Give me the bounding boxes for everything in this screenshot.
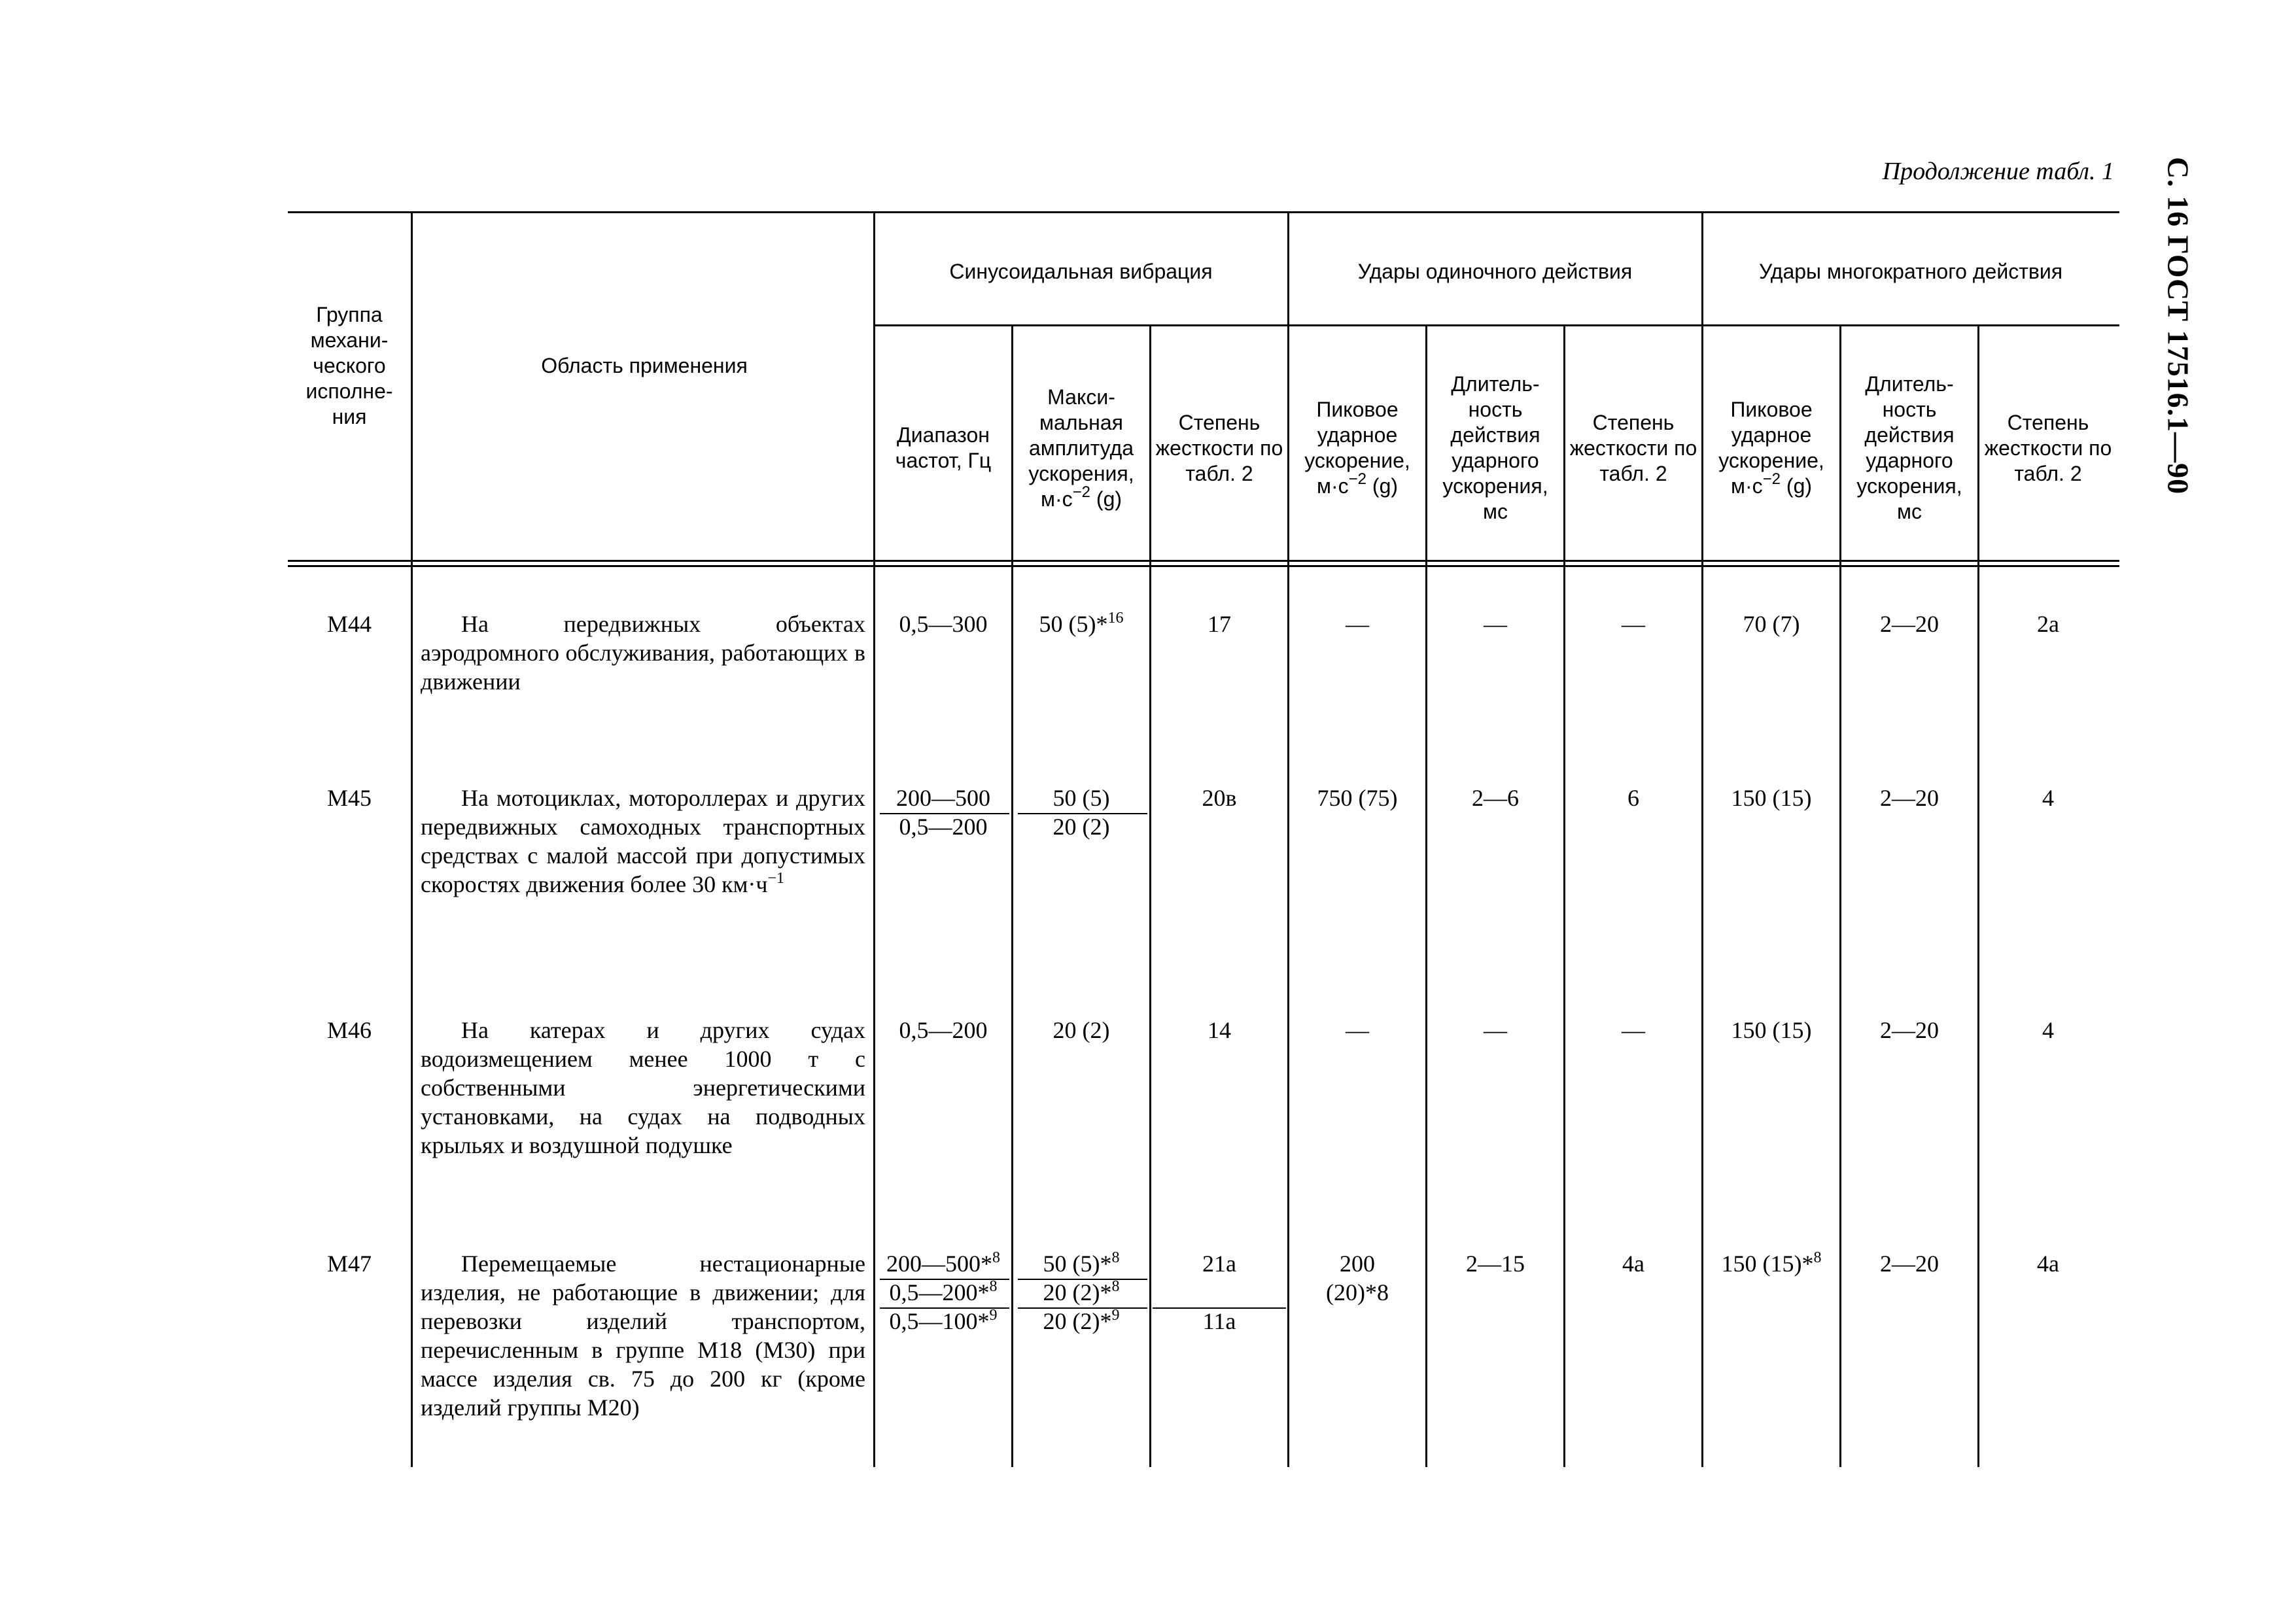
- cell-group: М47: [326, 1251, 372, 1277]
- header-duration-multi: Длитель-ность действия ударного ускорения, мс: [1856, 372, 1962, 523]
- freq-value: 0,5—200*: [889, 1279, 990, 1305]
- table-top-rule: [288, 211, 2119, 213]
- cell-single-severity: —: [1622, 1017, 1645, 1043]
- header-severity-2: Степень жесткости по табл. 2: [1569, 411, 1697, 485]
- freq-value: 200—500*: [886, 1251, 992, 1277]
- standard-title-text: С. 16 ГОСТ 17516.1—90: [2161, 157, 2195, 495]
- cell-freq-1: 200—500: [896, 785, 990, 811]
- cell-multi-severity: 4а: [2037, 1251, 2059, 1277]
- header-max-amp-exp: −2: [1072, 483, 1091, 501]
- header-single-shocks: Удары одиночного действия: [1357, 260, 1633, 283]
- amp-value: 20 (2)*: [1043, 1308, 1112, 1334]
- header-peak-accel-single-exp: −2: [1348, 470, 1367, 488]
- col-divider-9: [1839, 324, 1841, 1467]
- header-sin-vibration: Синусоидальная вибрация: [949, 260, 1213, 283]
- cell-freq-2: [877, 1278, 1010, 1307]
- cell-amp-3: [1015, 1307, 1148, 1336]
- header-peak-accel-single: [1291, 397, 1424, 499]
- cell-single-duration: 2—15: [1466, 1251, 1525, 1277]
- amp-footnote: 8: [1111, 1249, 1120, 1266]
- header-peak-accel-multi: [1705, 397, 1838, 499]
- cell-multi-duration: 2—20: [1880, 1017, 1939, 1043]
- header-peak-accel-multi-text: Пиковое ударное ускорение, м·с: [1718, 398, 1824, 498]
- cell-freq-1: [877, 1249, 1010, 1278]
- cell-amp-1: 50 (5): [1052, 785, 1110, 811]
- cell-amp-2: 20 (2): [1052, 814, 1110, 840]
- cell-multi-duration: 2—20: [1880, 785, 1939, 811]
- cell-multi-severity: 2а: [2037, 611, 2059, 637]
- cell-severity-1: 21а: [1202, 1251, 1236, 1277]
- col-divider-1: [411, 211, 413, 1467]
- cell-freq-3: [877, 1307, 1010, 1336]
- single-peak-line-1: 200: [1340, 1251, 1375, 1277]
- freq-value: 0,5—100*: [889, 1308, 990, 1334]
- col-divider-7: [1563, 324, 1565, 1467]
- amp-value: 50 (5)*: [1043, 1251, 1112, 1277]
- cell-freq: 0,5—300: [899, 611, 988, 637]
- area-exponent: −1: [767, 870, 785, 887]
- col-divider-5: [1287, 211, 1289, 1467]
- header-severity-3: Степень жесткости по табл. 2: [1984, 411, 2112, 485]
- multi-peak-value: 150 (15)*: [1721, 1251, 1814, 1277]
- cell-severity: 17: [1208, 611, 1231, 637]
- col-divider-2: [873, 211, 875, 1467]
- cell-multi-peak: 150 (15): [1731, 1017, 1812, 1043]
- cell-multi-peak: 150 (15): [1731, 785, 1812, 811]
- cell-multi-peak: [1705, 1249, 1838, 1278]
- cell-group: М46: [326, 1017, 372, 1043]
- cell-single-peak: 750 (75): [1317, 785, 1398, 811]
- amp-footnote: 9: [1111, 1307, 1120, 1324]
- cell-multi-duration: 2—20: [1880, 611, 1939, 637]
- header-group-rule: [873, 324, 2119, 326]
- header-freq-range: Диапазон частот, Гц: [895, 423, 992, 472]
- table-continuation-caption: Продолжение табл. 1: [1882, 158, 2114, 185]
- cell-freq-2: 0,5—200: [899, 814, 988, 840]
- cell-single-duration: —: [1484, 1017, 1507, 1043]
- header-peak-accel-single-tail: (g): [1366, 474, 1399, 498]
- area-text: На мотоциклах, мотороллерах и других передвижных самоходных транспортных средствах с малой массой при допустимых скоростях движения более 30 км·ч: [421, 785, 865, 897]
- header-bottom-rule-2: [288, 565, 2119, 567]
- amp-footnote: 16: [1107, 610, 1124, 627]
- cell-single-peak: —: [1346, 611, 1369, 637]
- header-peak-accel-multi-tail: (g): [1781, 474, 1813, 498]
- amp-footnote: 8: [1111, 1278, 1120, 1295]
- cell-group: М44: [326, 611, 372, 637]
- header-peak-accel-multi-exp: −2: [1762, 470, 1781, 488]
- freq-footnote: 8: [989, 1278, 998, 1295]
- cell-area: На катерах и других судах водоизмещением менее 1000 т с собственными энергетическими установками, на судах на подводных крыльях и воздушной подушке: [421, 1017, 865, 1158]
- cell-area: [421, 784, 865, 899]
- cell-single-peak: —: [1346, 1017, 1369, 1043]
- amp-value: 20 (2)*: [1043, 1279, 1112, 1305]
- header-max-amp-tail: (g): [1090, 487, 1122, 511]
- cell-amp-1: [1015, 1249, 1148, 1278]
- header-peak-accel-single-text: Пиковое ударное ускорение, м·с: [1304, 398, 1410, 498]
- cell-amp-2: [1015, 1278, 1148, 1307]
- header-max-amp: [1015, 385, 1148, 512]
- cell-area: На передвижных объектах аэродромного обслуживания, работающих в движении: [421, 611, 865, 695]
- header-max-amp-text: Макси-мальная амплитуда ускорения, м·с: [1028, 385, 1134, 511]
- cell-freq: 0,5—200: [899, 1017, 988, 1043]
- cell-single-severity: —: [1622, 611, 1645, 637]
- amp-value: 50 (5)*: [1039, 611, 1108, 637]
- cell-single-severity: 4а: [1622, 1251, 1644, 1277]
- header-multi-shocks: Удары многократного действия: [1758, 260, 2063, 283]
- col-divider-8: [1701, 211, 1703, 1467]
- cell-severity-2: 11а: [1202, 1308, 1236, 1334]
- header-area: Область применения: [541, 354, 748, 377]
- cell-single-duration: 2—6: [1472, 785, 1519, 811]
- col-divider-4: [1149, 324, 1151, 1467]
- col-divider-10: [1977, 324, 1979, 1467]
- multi-peak-footnote: 8: [1813, 1249, 1822, 1266]
- single-peak-line-2: (20)*8: [1326, 1279, 1389, 1305]
- cell-single-peak: [1291, 1249, 1424, 1307]
- cell-multi-duration: 2—20: [1880, 1251, 1939, 1277]
- header-duration-single: Длитель-ность действия ударного ускорения, мс: [1442, 372, 1548, 523]
- cell-single-severity: 6: [1627, 785, 1639, 811]
- freq-footnote: 8: [992, 1249, 1000, 1266]
- cell-amp: 20 (2): [1052, 1017, 1110, 1043]
- cell-severity: 20в: [1202, 785, 1237, 811]
- cell-amp: [1015, 610, 1148, 638]
- header-group: Группа механи-ческого исполне-ния: [305, 303, 393, 428]
- cell-multi-severity: 4: [2042, 785, 2054, 811]
- cell-multi-peak: 70 (7): [1743, 611, 1800, 637]
- cell-area: Перемещаемые нестационарные изделия, не работающие в движении; для перевозки изделий транспортом, перечисленным в группе М18 (М30) при массе изделия св. 75 до 200 кг (кроме изделий группы М20): [421, 1251, 865, 1421]
- cell-group: М45: [326, 785, 372, 811]
- freq-footnote: 9: [989, 1307, 998, 1324]
- col-divider-6: [1425, 324, 1427, 1467]
- header-severity-1: Степень жесткости по табл. 2: [1155, 411, 1283, 485]
- col-divider-3: [1011, 324, 1013, 1467]
- page-standard-title: [2159, 157, 2198, 523]
- cell-single-duration: —: [1484, 611, 1507, 637]
- cell-severity: 14: [1208, 1017, 1231, 1043]
- cell-multi-severity: 4: [2042, 1017, 2054, 1043]
- header-bottom-rule-1: [288, 560, 2119, 562]
